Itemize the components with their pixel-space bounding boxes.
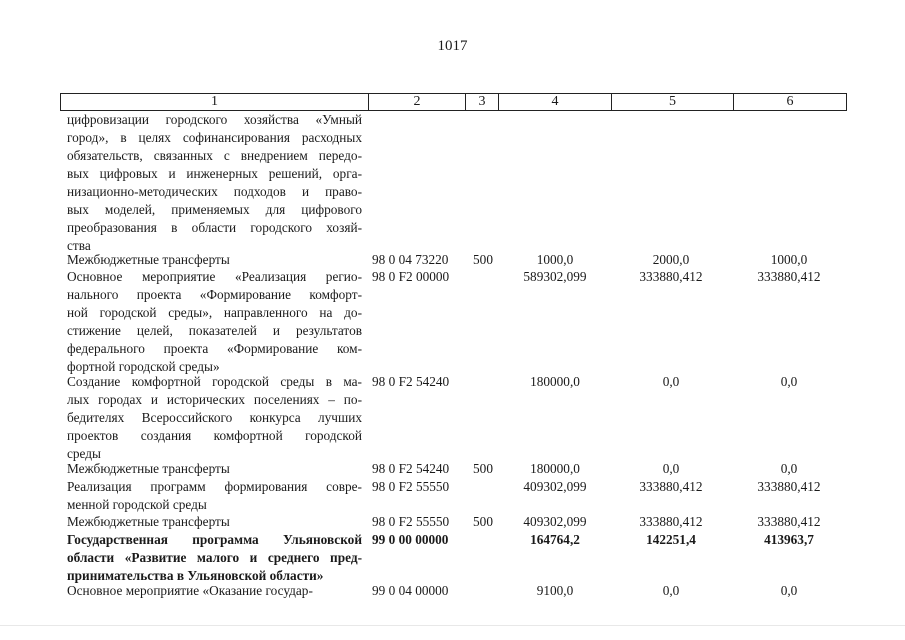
header-col-3: 3	[465, 94, 498, 110]
row-description	[67, 111, 362, 255]
description-line: Создание комфортной городской среды в ма-	[67, 374, 362, 389]
row-value-1: 164764,2	[530, 532, 580, 547]
description-line: ства	[67, 238, 91, 253]
header-col-4: 4	[498, 94, 611, 110]
row-value-3: 333880,412	[757, 514, 821, 529]
description-line: принимательства в Ульяновской области»	[67, 568, 324, 583]
row-code: 98 0 04 73220	[372, 252, 449, 267]
row-value-1: 589302,099	[523, 269, 587, 284]
row-type: 500	[473, 514, 493, 529]
description-line: преобразования в области городского хозяй-	[67, 220, 362, 235]
row-description	[67, 513, 362, 531]
row-value-1: 409302,099	[523, 479, 587, 494]
row-description	[67, 460, 362, 478]
header-col-2: 2	[368, 94, 465, 110]
description-line: Основное мероприятие «Реализация регио-	[67, 269, 362, 284]
row-code: 98 0 F2 54240	[372, 461, 450, 476]
row-value-3: 1000,0	[770, 252, 808, 267]
row-value-2: 0,0	[662, 461, 680, 476]
description-line: Межбюджетные трансферты	[67, 252, 230, 267]
description-line: ной городской среды», направленного на до-	[67, 305, 362, 320]
description-line: город», в целях софинансирования расходных	[67, 130, 362, 145]
row-description	[67, 582, 362, 600]
row-value-2: 142251,4	[646, 532, 696, 547]
row-type: 500	[473, 252, 493, 267]
description-line: бедителях Всероссийского конкурса лучших	[67, 410, 362, 425]
scan-artifact-line	[0, 625, 905, 626]
row-value-3: 333880,412	[757, 479, 821, 494]
description-line: низационно-методических подходов и право-	[67, 184, 362, 199]
row-code: 99 0 00 00000	[372, 532, 449, 547]
row-value-2: 0,0	[662, 583, 680, 598]
description-line: цифровизации городского хозяйства «Умный	[67, 112, 362, 127]
row-type: 500	[473, 461, 493, 476]
description-line: Основное мероприятие «Оказание государ-	[67, 583, 313, 598]
description-line: Межбюджетные трансферты	[67, 514, 230, 529]
row-description	[67, 478, 362, 514]
row-description	[67, 373, 362, 463]
row-value-2: 333880,412	[639, 269, 703, 284]
row-value-3: 0,0	[780, 461, 798, 476]
description-line: лых городах и исторических поселениях – по-	[67, 392, 362, 407]
row-description	[67, 268, 362, 376]
page-number: 1017	[437, 38, 468, 54]
row-value-3: 0,0	[780, 583, 798, 598]
description-line: вых цифровых и инженерных решений, орга-	[67, 166, 362, 181]
row-code: 98 0 F2 55550	[372, 479, 450, 494]
row-code: 99 0 04 00000	[372, 583, 449, 598]
row-value-1: 1000,0	[536, 252, 574, 267]
header-col-1: 1	[211, 94, 218, 109]
description-line: проектов создания комфортной городской	[67, 428, 362, 443]
description-line: Реализация программ формирования совре-	[67, 479, 362, 494]
row-value-1: 180000,0	[530, 374, 580, 389]
header-col-6: 6	[733, 94, 846, 110]
description-line: стижение целей, показателей и результатов	[67, 323, 362, 338]
row-value-2: 333880,412	[639, 479, 703, 494]
row-code: 98 0 F2 54240	[372, 374, 450, 389]
description-line: вых моделей, применяемых для цифрового	[67, 202, 362, 217]
table-header	[60, 93, 847, 111]
description-line: среды	[67, 446, 101, 461]
row-code: 98 0 F2 55550	[372, 514, 450, 529]
description-line: федерального проекта «Формирование ком-	[67, 341, 362, 356]
row-value-2: 2000,0	[652, 252, 690, 267]
description-line: обязательств, связанных с внедрением передо-	[67, 148, 362, 163]
header-col-5: 5	[611, 94, 733, 110]
description-line: области «Развитие малого и среднего пред-	[67, 550, 362, 565]
description-line: фортной городской среды»	[67, 359, 220, 374]
row-value-1: 180000,0	[530, 461, 580, 476]
row-description	[67, 531, 362, 585]
row-value-2: 0,0	[662, 374, 680, 389]
row-value-1: 9100,0	[536, 583, 574, 598]
description-line: Межбюджетные трансферты	[67, 461, 230, 476]
row-value-2: 333880,412	[639, 514, 703, 529]
row-value-3: 0,0	[780, 374, 798, 389]
row-value-1: 409302,099	[523, 514, 587, 529]
row-description	[67, 251, 362, 269]
row-value-3: 333880,412	[757, 269, 821, 284]
row-value-3: 413963,7	[764, 532, 814, 547]
description-line: Государственная программа Ульяновской	[67, 532, 362, 547]
description-line: нального проекта «Формирование комфорт-	[67, 287, 362, 302]
description-line: менной городской среды	[67, 497, 207, 512]
row-code: 98 0 F2 00000	[372, 269, 450, 284]
